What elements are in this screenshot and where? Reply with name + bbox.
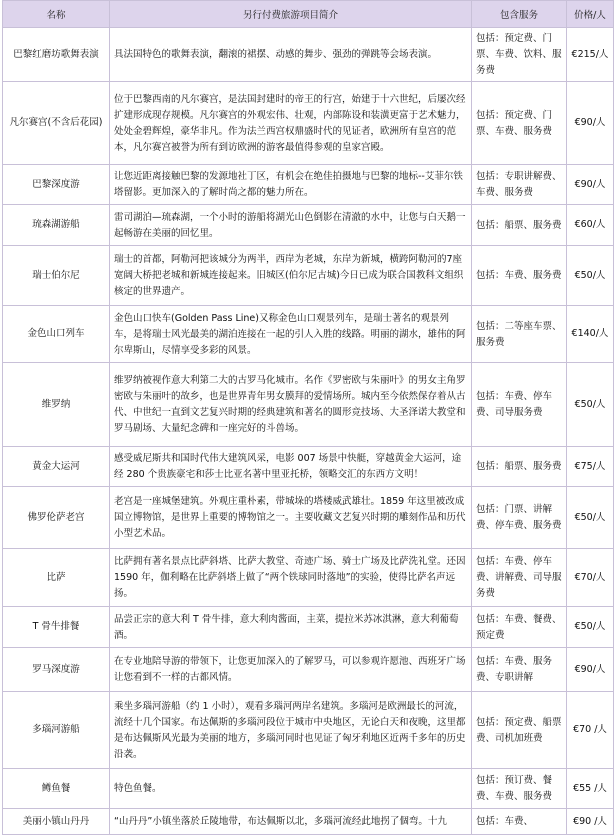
tour-table	[2, 0, 614, 835]
table-row	[3, 28, 614, 82]
table-row	[3, 809, 614, 835]
row-price: €215/人	[567, 28, 614, 82]
row-price: €55 /人	[567, 769, 614, 809]
table-row	[3, 487, 614, 549]
row-desc: 雷司湖泊—琉森湖，一个小时的游船将湖光山色倒影在清澈的水中，让您与白天鹅一起畅游在美丽的回忆里。	[110, 205, 472, 246]
row-desc: 感受威尼斯共和国时代伟大建筑风采，电影 007 场景中快艇，穿越黄金大运河，途经 280 个贵族豪宅和莎士比亚名著中里亚托桥，领略交汇的东西方文明！	[110, 447, 472, 487]
row-name: 维罗纳	[3, 363, 110, 447]
row-price: €50/人	[567, 363, 614, 447]
table-row	[3, 607, 614, 648]
row-services: 包括：车费、停车费、讲解费、司导服务费	[472, 549, 567, 607]
row-desc: 位于巴黎西南的凡尔赛宫，是法国封建时的帝王的行宫，始建于十六世纪，后屡次经扩建形成现存规模。凡尔赛宫的外观宏伟、壮观，内部陈设和装潢更富于艺术魅力，处处金碧辉煌，豪华非凡。作为法兰西宫权鼎盛时代的见证者，欧洲所有皇宫的范本，凡尔赛宫被誉为所有到访欧洲的游客最值得参观的皇家宫殿。	[110, 82, 472, 165]
row-services: 包括：门票、讲解费、停车费、服务费	[472, 487, 567, 549]
row-services: 包括：船票、服务费	[472, 205, 567, 246]
row-name: 比萨	[3, 549, 110, 607]
table-row	[3, 447, 614, 487]
row-services: 包括：预订费、餐费、车费、服务费	[472, 769, 567, 809]
row-desc: “山丹丹”小镇坐落於丘陵地带，布达佩斯以北，多瑙河流经此地拐了個弯。十九	[110, 809, 472, 835]
table-row	[3, 246, 614, 306]
table-row	[3, 769, 614, 809]
table-row	[3, 549, 614, 607]
row-price: €140/人	[567, 306, 614, 363]
row-services: 包括：车费、停车费、司导服务费	[472, 363, 567, 447]
row-services: 包括：船票、服务费	[472, 447, 567, 487]
row-name: 巴黎深度游	[3, 165, 110, 205]
row-desc: 瑞士的首都，阿勒河把该城分为两半，西岸为老城，东岸为新城，横跨阿勒河的7座宽阔大桥把老城和新城连接起来。旧城区(伯尔尼古城)今日已成为联合国教科文组织核定的世界遗产。	[110, 246, 472, 306]
row-name: 瑞士伯尔尼	[3, 246, 110, 306]
row-services: 包括：预定费、船票费、司机加班费	[472, 692, 567, 769]
row-services: 包括：车费、	[472, 809, 567, 835]
row-price: €50/人	[567, 246, 614, 306]
row-name: T 骨牛排餐	[3, 607, 110, 648]
row-price: €90/人	[567, 82, 614, 165]
header-desc: 另行付费旅游项目简介	[110, 1, 472, 28]
row-name: 美丽小镇山丹丹	[3, 809, 110, 835]
row-name: 黄金大运河	[3, 447, 110, 487]
table-row	[3, 205, 614, 246]
row-price: €90/人	[567, 648, 614, 692]
row-desc: 比萨拥有著名景点比萨斜塔、比萨大教堂、奇迹广场、骑士广场及比萨洗礼堂。还因 1590 年，伽利略在比萨斜塔上做了“两个铁球同时落地”的实验，使得比萨名声远扬。	[110, 549, 472, 607]
row-name: 多瑙河游船	[3, 692, 110, 769]
row-name: 巴黎红磨坊歌舞表演	[3, 28, 110, 82]
row-desc: 让您近距离接触巴黎的发源地社丁区，有机会在绝佳拍摄地与巴黎的地标--艾菲尔铁塔留影。更加深入的了解时尚之都的魅力所在。	[110, 165, 472, 205]
row-desc: 老宫是一座城堡建筑。外观庄重朴素，带城垛的塔楼威武雄壮。1859 年这里被改成国立博物馆，是世界上重要的博物馆之一。主要收藏文艺复兴时期的雕刻作品和历代小型艺术品。	[110, 487, 472, 549]
row-desc: 品尝正宗的意大利 T 骨牛排，意大利肉酱面，主菜，提拉米苏冰淇淋，意大利葡萄酒。	[110, 607, 472, 648]
row-name: 罗马深度游	[3, 648, 110, 692]
table-row	[3, 648, 614, 692]
header-price: 价格/人	[567, 1, 614, 28]
row-services: 包括：车费、餐费、预定费	[472, 607, 567, 648]
row-name: 鳟鱼餐	[3, 769, 110, 809]
table-row	[3, 165, 614, 205]
row-services: 包括：车费、服务费、专职讲解	[472, 648, 567, 692]
row-services: 包括：预定费、门票、车费、服务费	[472, 82, 567, 165]
row-name: 凡尔赛宫(不含后花园)	[3, 82, 110, 165]
table-row	[3, 692, 614, 769]
row-desc: 维罗纳被视作意大利第二大的古罗马化城市。名作《罗密欧与朱丽叶》的男女主角罗密欧与朱丽叶的故乡，也是世界青年男女膜拜的爱情场所。城内至今依然保存着从古代、中世纪一直到文艺复兴时期的经典建筑和著名的圆形竞技场、大圣泽诺大教堂和罗马剧场、大量纪念碑和一座完好的斗兽场。	[110, 363, 472, 447]
table-row	[3, 82, 614, 165]
row-price: €70/人	[567, 549, 614, 607]
row-desc: 特色鱼餐。	[110, 769, 472, 809]
row-desc: 具法国特色的歌舞表演，翻滚的裙摆、动感的舞步、强劲的弹跳等会场表演。	[110, 28, 472, 82]
row-services: 包括：专职讲解费、车费、服务费	[472, 165, 567, 205]
row-price: €50/人	[567, 607, 614, 648]
row-services: 包括：车费、服务费	[472, 246, 567, 306]
row-desc: 在专业地陪导游的带领下，让您更加深入的了解罗马，可以参观许愿池、西班牙广场让您看到不一样的古都风情。	[110, 648, 472, 692]
row-price: €90/人	[567, 165, 614, 205]
row-price: €90 /人	[567, 809, 614, 835]
row-services: 包括：二等座车票、服务费	[472, 306, 567, 363]
row-desc: 金色山口快车(Golden Pass Line)又称金色山口观景列车，是瑞士著名的观景列车，是将瑞士风光最美的湖泊连接在一起的引人入胜的线路。明丽的湖水，雄伟的阿尔卑斯山，尽情享受多彩的风景。	[110, 306, 472, 363]
header-name: 名称	[3, 1, 110, 28]
table-row	[3, 306, 614, 363]
row-services: 包括：预定费、门票、车费、饮料、服务费	[472, 28, 567, 82]
header-services: 包含服务	[472, 1, 567, 28]
row-price: €70 /人	[567, 692, 614, 769]
row-price: €60/人	[567, 205, 614, 246]
row-price: €50/人	[567, 487, 614, 549]
row-name: 佛罗伦萨老宫	[3, 487, 110, 549]
row-price: €75/人	[567, 447, 614, 487]
row-desc: 乘坐多瑙河游船（约 1 小时），观看多瑙河两岸名建筑。多瑙河是欧洲最长的河流，流经十几个国家。布达佩斯的多瑙河段位于城市中央地区，无论白天和夜晚，这里都是布达佩斯风光最为美丽的地方，多瑙河同时也见证了匈牙利地区近两千多年的历史沿袭。	[110, 692, 472, 769]
table-header-row	[3, 1, 614, 28]
row-name: 琉森湖游船	[3, 205, 110, 246]
row-name: 金色山口列车	[3, 306, 110, 363]
table-row	[3, 363, 614, 447]
